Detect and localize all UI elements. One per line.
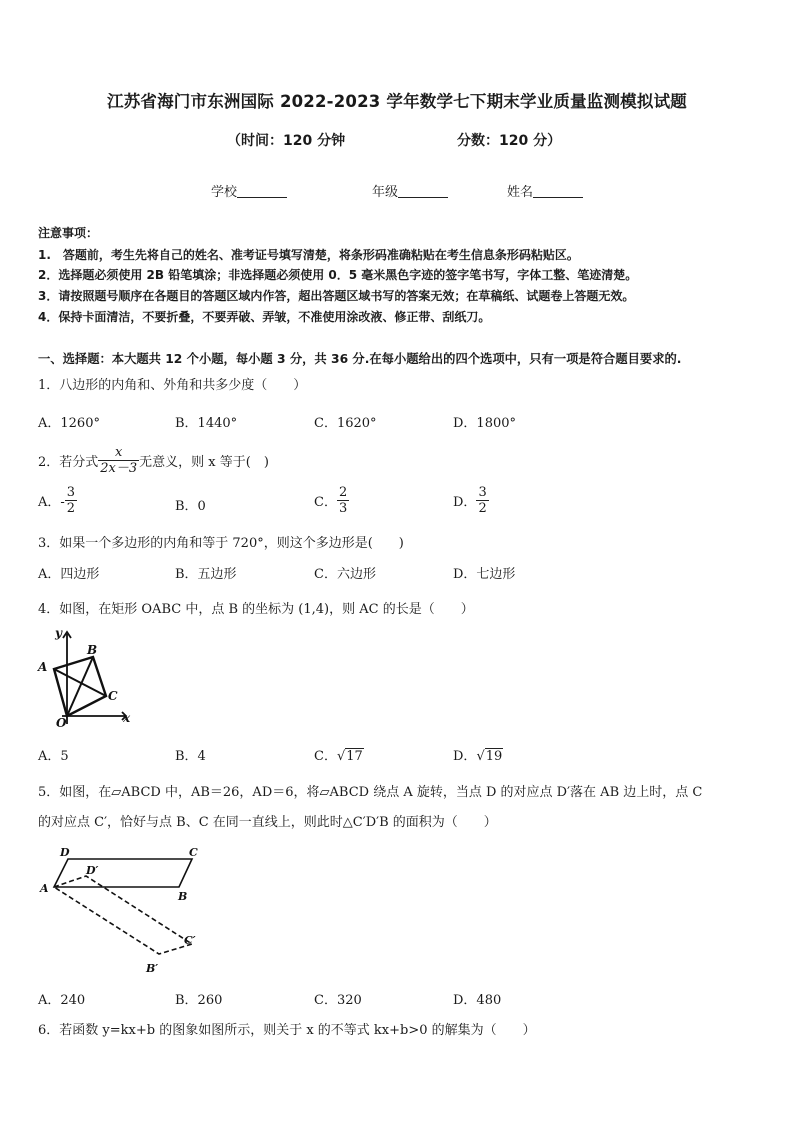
q2-option-d-frac [476, 485, 488, 516]
q5-option-a: A．240 [38, 993, 86, 1008]
q3-option-c: C．六边形 [314, 567, 376, 582]
q1-option-c: C．1620° [314, 416, 377, 431]
q4-label-y: y [55, 626, 62, 640]
grade-field [372, 181, 448, 200]
q4-option-a: A．5 [38, 749, 69, 764]
school-blank [237, 184, 287, 198]
school-label: 学校 [211, 185, 238, 200]
q2-frac-den: 2x－3 [100, 461, 138, 476]
q4-d-radicand: 19 [485, 749, 503, 764]
q5-label-d-prime: D′ [86, 864, 99, 877]
school-field [211, 181, 287, 200]
q4-option-d [453, 745, 503, 764]
q5-parallelogram-abcd [54, 859, 192, 887]
q5-stem-line2: 的对应点 C′，恰好与点 B、C 在同一直线上，则此时△C′D′B 的面积为（ ） [38, 815, 497, 830]
q4-label-o: O [56, 716, 67, 730]
exam-score: 分数：120 分） [457, 133, 562, 149]
q1-stem: 1．八边形的内角和、外角和共多少度（ ） [38, 378, 307, 393]
q4-label-x: x [123, 711, 131, 725]
name-blank [533, 184, 583, 198]
q3-option-a: A．四边形 [38, 567, 100, 582]
q2-c-den: 3 [338, 501, 348, 516]
q4-option-c [314, 745, 364, 764]
q2-c-num: 2 [338, 485, 348, 500]
q2-option-d-label: D． [453, 495, 477, 510]
note-item: 4．保持卡面清洁，不要折叠，不要弄破、弄皱，不准使用涂改液、修正带、刮纸刀。 [38, 310, 491, 324]
q4-label-c: C [108, 689, 118, 703]
q2-option-a-label: A．- [38, 495, 65, 510]
q5-label-c: C [189, 846, 198, 859]
q2-fraction [98, 445, 139, 476]
q5-figure [34, 842, 214, 982]
q4-option-b: B．4 [175, 749, 206, 764]
q5-option-b: B．260 [175, 993, 223, 1008]
q2-option-d [453, 485, 489, 516]
q2-d-den: 2 [478, 501, 487, 516]
q6-stem: 6．若函数 y=kx+b 的图象如图所示，则关于 x 的不等式 kx+b>0 的解集为（ ） [38, 1023, 536, 1038]
q2-a-den: 2 [66, 501, 76, 516]
q4-c-radicand: 17 [346, 749, 363, 764]
note-item: 1. 答题前，考生先将自己的姓名、准考证号填写清楚，将条形码准确粘贴在考生信息条形码粘贴区。 [38, 248, 579, 262]
q2-option-c-frac [337, 485, 349, 516]
q2-option-a [38, 485, 77, 516]
q2-option-c-label: C． [314, 495, 337, 510]
q4-label-b: B [87, 643, 98, 657]
q2-stem [38, 445, 269, 476]
q2-frac-num: x [115, 445, 123, 460]
exam-time: （时间：120 分钟 [227, 133, 346, 149]
q4-option-d-label: D． [453, 749, 477, 764]
q4-figure [34, 626, 138, 730]
notes-heading: 注意事项： [38, 226, 99, 240]
q4-label-a: A [38, 660, 48, 674]
q3-option-d: D．七边形 [453, 567, 516, 582]
q2-stem-post: 无意义，则 x 等于( ) [139, 455, 269, 470]
q2-a-num: 3 [66, 485, 76, 500]
note-item: 3．请按照题号顺序在各题目的答题区域内作答，超出答题区域书写的答案无效；在草稿纸、试题卷上答题无效。 [38, 289, 635, 303]
q5-label-b-prime: B′ [146, 962, 159, 975]
q2-stem-pre: 2．若分式 [38, 455, 99, 470]
q4-option-d-sqrt: √19 [476, 749, 503, 764]
q5-stem-line1: 5．如图，在▱ABCD 中，AB＝26，AD＝6，将▱ABCD 绕点 A 旋转，当点 D 的对应点 D′落在 AB 边上时，点 C [38, 785, 703, 800]
q3-option-b: B．五边形 [175, 567, 237, 582]
page-title: 江苏省海门市东洲国际 2022-2023 学年数学七下期末学业质量监测模拟试题 [107, 92, 687, 111]
q4-stem: 4．如图，在矩形 OABC 中，点 B 的坐标为 (1,4)，则 AC 的长是（ ） [38, 602, 474, 617]
section-heading: 一、选择题：本大题共 12 个小题，每小题 3 分，共 36 分.在每小题给出的四个选项中，只有一项是符合题目要求的. [38, 352, 682, 366]
q4-option-c-sqrt: √17 [336, 749, 363, 764]
q2-d-num: 3 [478, 485, 487, 500]
name-label: 姓名 [507, 185, 534, 200]
q5-label-a: A [40, 882, 49, 895]
q5-option-d: D．480 [453, 993, 502, 1008]
q1-option-b: B．1440° [175, 416, 238, 431]
q2-option-c [314, 485, 349, 516]
q5-label-b: B [178, 890, 188, 903]
name-field [507, 181, 583, 200]
q4-option-c-label: C． [314, 749, 337, 764]
q2-option-b: B．0 [175, 499, 206, 514]
q5-label-c-prime: C′ [184, 934, 196, 947]
q1-option-a: A．1260° [38, 416, 100, 431]
grade-label: 年级 [372, 185, 399, 200]
grade-blank [398, 184, 448, 198]
note-item: 2．选择题必须使用 2B 铅笔填涂；非选择题必须使用 0．5 毫米黑色字迹的签字笔书写，字体工整、笔迹清楚。 [38, 268, 638, 282]
q5-option-c: C．320 [314, 993, 362, 1008]
q1-option-d: D．1800° [453, 416, 517, 431]
q2-option-a-frac [65, 485, 77, 516]
q5-label-d: D [60, 846, 70, 859]
q3-stem: 3．如果一个多边形的内角和等于 720°，则这个多边形是( ) [38, 536, 404, 551]
